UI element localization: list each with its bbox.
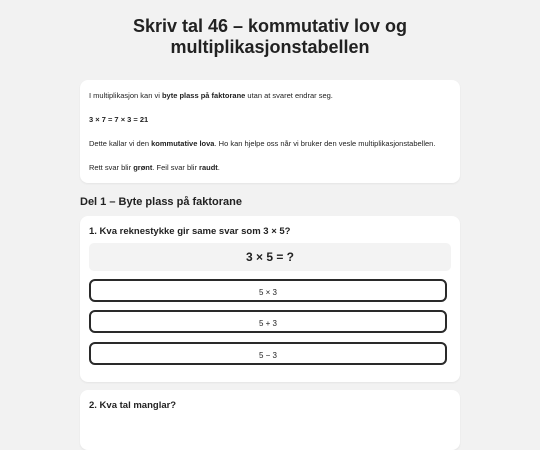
question-card-2 — [80, 390, 460, 450]
intro-text: Dette kallar vi den — [89, 139, 152, 148]
intro-text: I multiplikasjon kan vi — [89, 91, 162, 100]
intro-bold: byte plass på faktorane — [161, 91, 246, 100]
section-heading: Del 1 – Byte plass på faktorane — [80, 196, 243, 208]
question-title: 1. Kva reknestykke gir same svar som 3 × 5? — [89, 226, 291, 237]
page-title: Skriv tal 46 – kommutativ lov og multiplikasjonstabellen — [132, 16, 408, 57]
intro-text: . Feil svar blir — [152, 163, 200, 172]
intro-text: utan at svaret endrar seg. — [245, 91, 333, 100]
answer-option-1[interactable]: 5 × 3 — [89, 279, 447, 302]
answer-option-2[interactable]: 5 + 3 — [89, 310, 447, 333]
intro-card — [80, 80, 460, 183]
intro-line-3 — [89, 139, 451, 148]
intro-red-word: raudt — [199, 163, 218, 172]
intro-green-word: grønt — [133, 163, 153, 172]
intro-example: 3 × 7 = 7 × 3 = 21 — [89, 115, 149, 124]
intro-line-1 — [89, 91, 451, 100]
question-title: 2. Kva tal manglar? — [89, 400, 177, 411]
question-card-1 — [80, 216, 460, 382]
intro-bold: kommutative lova — [151, 139, 215, 148]
problem-display: 3 × 5 = ? — [89, 243, 451, 271]
intro-line-4 — [89, 163, 451, 172]
intro-text: Rett svar blir — [89, 163, 134, 172]
intro-text: . — [217, 163, 220, 172]
answer-option-3[interactable]: 5 − 3 — [89, 342, 447, 365]
intro-text: . Ho kan hjelpe oss når vi bruker den vesle multiplikasjonstabellen. — [214, 139, 436, 148]
